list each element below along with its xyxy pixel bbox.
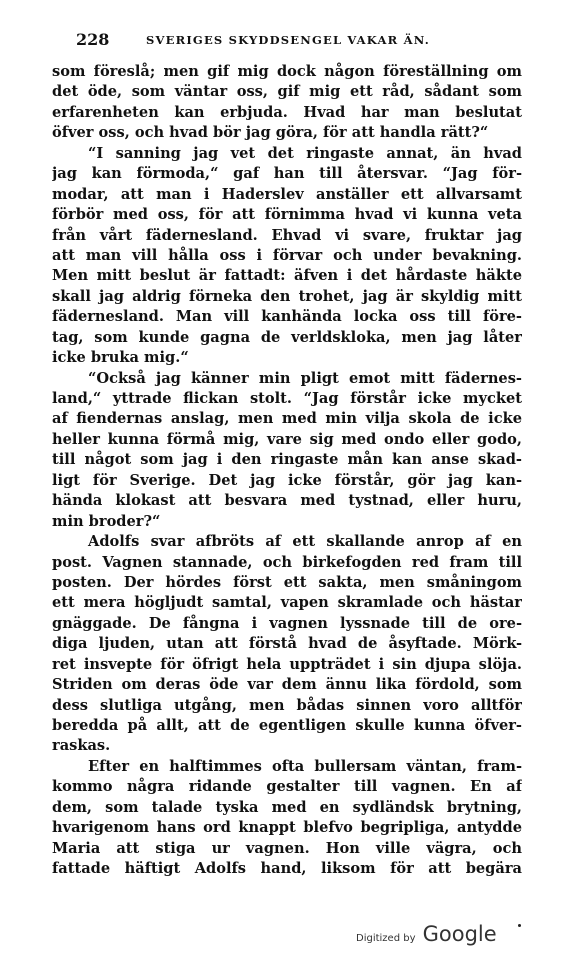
text-line: hvarigenom hans ord knappt blefvo begripliga, antydde [52, 819, 522, 837]
text-line: Striden om deras öde var dem ännu lika fördold, som [52, 676, 522, 694]
text-line: post. Vagnen stannade, och birkefogden red fram till [52, 553, 522, 571]
text-line: beredda på allt, att de egentligen skulle kunna öfver- [52, 717, 522, 734]
text-line: från vårt fädernesland. Ehvad vi svare, fruktar jag [52, 226, 522, 244]
text-line: diga ljuden, utan att förstå hvad de åsyftade. Mörk- [52, 635, 522, 653]
text-line: ret insvepte för öfrigt hela uppträdet i sin djupa slöja. [52, 655, 522, 673]
text-line: öfver oss, och hvad bör jag göra, för att handla rätt?“ [52, 124, 489, 142]
text-line: som föreslå; men gif mig dock någon föreställning om [52, 63, 522, 80]
body-text [52, 62, 522, 880]
text-line: fädernesland. Man vill kanhända locka oss till före- [52, 308, 522, 326]
text-line: “Också jag känner min pligt emot mitt fädernes- [88, 369, 522, 387]
text-line: land,“ yttrade flickan stolt. “Jag förstår icke mycket [52, 390, 522, 407]
text-line: tag, som kunde gagna de verldskloka, men jag låter [52, 328, 522, 346]
text-line: af fiendernas anslag, men med min vilja skola de icke [52, 410, 522, 428]
google-logo: Google [422, 922, 497, 946]
text-line: kommo några ridande gestalter till vagnen. En af [52, 778, 522, 796]
text-line: gnäggade. De fångna i vagnen lyssnade till de ore- [52, 614, 522, 632]
text-line: dess slutliga utgång, men bådas sinnen voro alltför [52, 696, 522, 714]
text-line: Maria att stiga ur vagnen. Hon ville vägra, och [52, 839, 522, 857]
text-line: hända klokast att besvara med tystnad, eller huru, [52, 492, 522, 510]
text-line: erfarenheten kan erbjuda. Hvad har man beslutat [52, 103, 522, 121]
text-line: till något som jag i den ringaste mån kan anse skad- [52, 451, 522, 469]
text-line: posten. Der hördes först ett sakta, men småningom [52, 573, 522, 591]
text-line: “I sanning jag vet det ringaste annat, än hvad [88, 144, 522, 162]
text-line: Men mitt beslut är fattadt: äfven i det hårdaste häkte [52, 267, 522, 285]
digitized-watermark [356, 922, 497, 952]
text-line: fattade häftigt Adolfs hand, liksom för att begära [52, 860, 522, 878]
text-line: Adolfs svar afbröts af ett skallande anrop af en [88, 533, 522, 551]
text-line: icke bruka mig.“ [52, 349, 189, 367]
text-line: ett mera högljudt samtal, vapen skramlade och hästar [52, 594, 522, 612]
text-line: modar, att man i Haderslev anställer ett allvarsamt [52, 185, 522, 203]
digitized-by-label: Digitized by [356, 933, 416, 944]
text-line: raskas. [52, 737, 111, 755]
text-line: jag kan förmoda,“ gaf han till återsvar. “Jag för- [52, 165, 522, 183]
text-line: att man vill hålla oss i förvar och under bevakning. [52, 246, 522, 264]
text-line: min broder?“ [52, 512, 161, 530]
text-line: dem, som talade tyska med en sydländsk brytning, [52, 798, 522, 816]
text-line: skall jag aldrig förneka den trohet, jag är skyldig mitt [52, 287, 522, 305]
text-line: Efter en halftimmes ofta bullersam väntan, fram- [88, 757, 522, 775]
running-head [56, 30, 526, 52]
text-line: det öde, som väntar oss, gif mig ett råd, sådant som [52, 83, 522, 101]
running-title: SVERIGES SKYDDSENGEL VAKAR ÄN. [146, 33, 430, 47]
page-number: 228 [76, 30, 110, 49]
text-line: heller kunna förmå mig, vare sig med ondo eller godo, [52, 430, 522, 448]
text-line: ligt för Sverige. Det jag icke förstår, gör jag kan- [52, 471, 522, 489]
text-line: förbör med oss, för att förnimma hvad vi kunna veta [52, 206, 522, 224]
scan-speck [518, 924, 521, 927]
